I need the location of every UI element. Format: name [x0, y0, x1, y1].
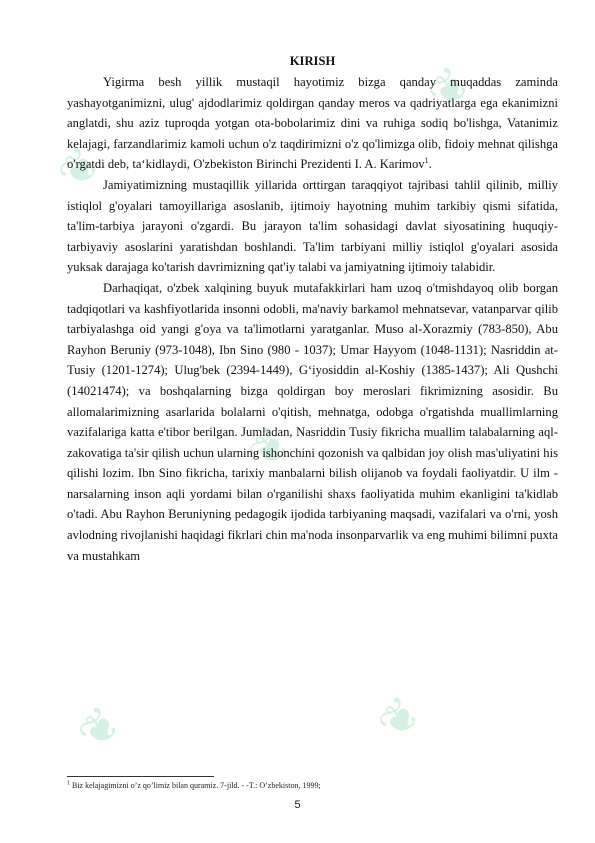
footnote-separator — [67, 776, 214, 777]
watermark-right-bottom: ❦ — [366, 685, 433, 750]
page-title: KIRISH — [289, 54, 336, 68]
paragraph-2: Jamiyatimizning mustaqillik yillarida orttirgan taraqqiyot tajribasi tahlil qilinib, milliy istiqlol g'oyalari tamoyillariga asoslanib, ijtimoiy hayotning muhim tarkibiy qismi sifatida, ta'lim-tarbiya jarayoni o'zgardi. Bu jarayon ta'lim sohasidagi davlat siyosatining huquqiy-tarbiyaviy asoslarini yaratishdan boshlandi. Ta'lim tarbiyani milliy istiqlol g'oyalari asosida yuksak darajaga ko'tarish davrimizning qat'iy talabi va jamiyatning ijtimoiy talabidir. — [67, 177, 558, 275]
paragraph-1-text: Yigirma besh yillik mustaqil hayotimiz bizga qanday muqaddas zaminda yashayotganimizni, ulug' ajdodlarimiz qoldirgan qanday meros va qadriyatlarga ega ekanimizni anglatdi, shu aziz tuproqda yotgan ota-bobolarimiz dini va ruhiga sodiq bo'lishga, Vatanimiz kelajagi, farzandlarimiz kamoli uchun o'z taqdirimizni o'z qo'limizga olib, fidoiy mehnat qilishga o'rgatdi deb, ta‘kidlaydi, O'zbekiston Birinchi Prezidenti I. A. Karimov — [67, 75, 558, 172]
document-body — [67, 52, 558, 566]
footnote-ref[interactable]: 1 — [424, 156, 429, 166]
paragraph-1-tail: . — [428, 157, 432, 172]
page-number: 5 — [294, 799, 301, 811]
watermark-center: ❦ — [236, 415, 303, 480]
footnote-text: Biz kelajagimizni o’z qo’limiz bilan quramiz. 7-jild. - -T.: O’zbekiston, 1999; — [70, 781, 321, 790]
watermark-left-top: ❦ — [46, 135, 113, 200]
footnote — [67, 781, 558, 790]
footnote-marker: 1 — [67, 780, 70, 787]
paragraph-3: Darhaqiqat, o'zbek xalqining buyuk mutafakkirlari ham uzoq o'tmishdayoq olib borgan tadqiqotlari va kashfiyotlarida insonni odobli, ma'naviy barkamol mehnatsevar, vatanparvar qilib tarbiyalashga oid yangi g'oya va ta'limotlarni yaratganlar. Muso al-Xorazmiy (783-850), Abu Rayhon Beruniy (973-1048), Ibn Sino (980 - 1037); Umar Hayyom (1048-1131); Nasriddin at-Tusiy (1201-1274); Ulug'bek (2394-1449), G‘iyosiddin al-Koshiy (1385-1437); Ali Qushchi (14021474); va boshqalarning bizga qoldirgan boy meroslari fikrimizning asosidir. Bu allomalarimizning asarlarida bolalarni o'qitish, mehnatga, odobga o'rgatishda muallimlarning vazifalariga katta e'tibor berilgan. Jumladan, Nasriddin Tusiy fikricha muallim talabalarning aql-zakovatiga ta'sir qilish uchun ularning ishonchini qozonish va qalbidan joy olish mas'uliyatini his qilishi lozim. Ibn Sino fikricha, tarixiy manbalarni bilish olijanob va foydali faoliyatdir. U ilm - narsalarning inson aqli yordami bilan o'rganilishi shaxs faoliyatida muhim ekanligini ta'kidlab o'tadi. Abu Rayhon Beruniyning pedagogik ijodida tarbiyaning maqsadi, vazifalari va o'rni, yosh avlodning rivojlanishi haqidagi fikrlari chin ma'noda insonparvarlik va eng muhimi bilimni puxta va mustahkam — [67, 280, 558, 563]
watermark-left-bottom: ❦ — [66, 695, 133, 760]
watermark-right-top: ❦ — [416, 55, 483, 120]
paragraph-1 — [67, 72, 558, 175]
